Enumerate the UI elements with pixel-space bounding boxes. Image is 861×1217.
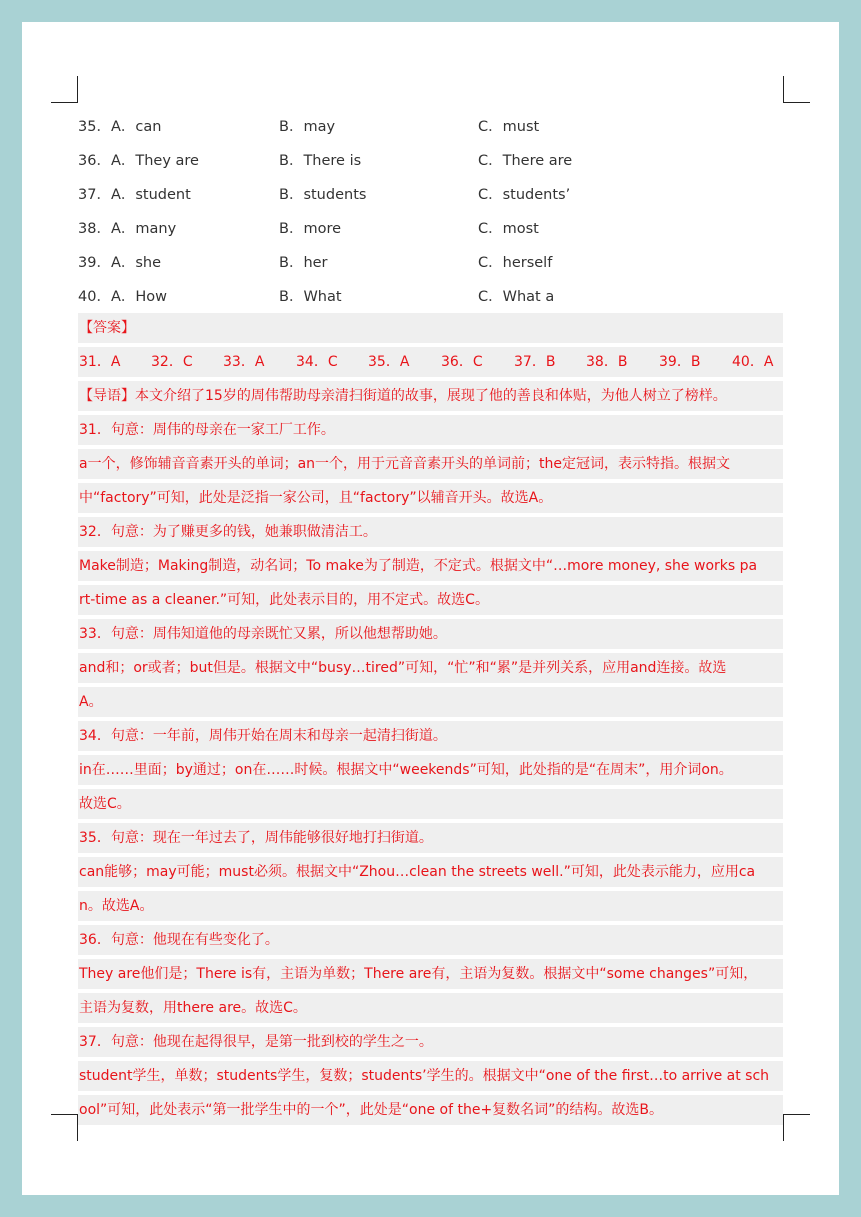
option-b: B．may <box>279 119 336 135</box>
question-options <box>78 110 778 314</box>
option-b: B．What <box>279 289 342 305</box>
crop-mark-bottom-left <box>51 1114 78 1141</box>
option-c: C．There are <box>478 153 573 169</box>
answer-key-item: 33．A <box>223 354 265 370</box>
option-c: C．most <box>478 221 539 237</box>
explanation-line: in在……里面；by通过；on在……时候。根据文中“weekends”可知，此处指的是“在周末”，用介词on。 <box>78 755 783 785</box>
explanation-line: 37．句意：他现在起得很早，是第一批到校的学生之一。 <box>78 1027 783 1057</box>
explanation-line: a一个，修饰辅音音素开头的单词；an一个，用于元音音素开头的单词前；the定冠词，表示特指。根据文 <box>78 449 783 479</box>
option-a: 38．A．many <box>78 221 177 237</box>
explanation-line: 中“factory”可知，此处是泛指一家公司，且“factory”以辅音开头。故选A。 <box>78 483 783 513</box>
document-page <box>22 22 839 1195</box>
crop-mark-bottom-right <box>783 1114 810 1141</box>
explanation-line: A。 <box>78 687 783 717</box>
option-a: 37．A．student <box>78 187 191 203</box>
option-b: B．her <box>279 255 328 271</box>
explanation-line: They are他们是；There is有，主语为单数；There are有，主语为复数。根据文中“some changes”可知， <box>78 959 783 989</box>
explanation-line: 35．句意：现在一年过去了，周伟能够很好地打扫街道。 <box>78 823 783 853</box>
explanation-line: 主语为复数，用there are。故选C。 <box>78 993 783 1023</box>
option-row <box>78 144 778 178</box>
option-a: 39．A．she <box>78 255 162 271</box>
option-row <box>78 246 778 280</box>
explanation-line: rt-time as a cleaner.”可知，此处表示目的，用不定式。故选C。 <box>78 585 783 615</box>
option-a: 35．A．can <box>78 119 162 135</box>
answer-key-item: 39．B <box>659 354 701 370</box>
explanation-line: 故选C。 <box>78 789 783 819</box>
answer-key-item: 34．C <box>296 354 338 370</box>
explanation-line: student学生，单数；students学生，复数；students’学生的。根据文中“one of the first…to arrive at sch <box>78 1061 783 1091</box>
crop-mark-top-left <box>51 76 78 103</box>
answer-key-item: 32．C <box>151 354 193 370</box>
answer-key-item: 37．B <box>514 354 556 370</box>
option-row <box>78 280 778 314</box>
option-row <box>78 178 778 212</box>
option-a: 36．A．They are <box>78 153 199 169</box>
answer-key-item: 35．A <box>368 354 410 370</box>
answer-key-item: 40．A <box>732 354 774 370</box>
option-c: C．must <box>478 119 540 135</box>
option-row <box>78 212 778 246</box>
explanation-line: and和；or或者；but但是。根据文中“busy…tired”可知，“忙”和“累”是并列关系，应用and连接。故选 <box>78 653 783 683</box>
answer-key-row <box>78 347 783 377</box>
explanation-line: 36．句意：他现在有些变化了。 <box>78 925 783 955</box>
answer-key-item: 38．B <box>586 354 628 370</box>
option-a: 40．A．How <box>78 289 168 305</box>
option-b: B．students <box>279 187 367 203</box>
answer-section <box>78 313 783 1129</box>
option-c: C．students’ <box>478 187 571 203</box>
answer-key-item: 31．A <box>79 354 121 370</box>
option-c: C．What a <box>478 289 555 305</box>
answer-heading: 【答案】 <box>78 313 783 343</box>
option-b: B．more <box>279 221 342 237</box>
explanation-line: 33．句意：周伟知道他的母亲既忙又累，所以他想帮助她。 <box>78 619 783 649</box>
answer-key-item: 36．C <box>441 354 483 370</box>
explanation-line: 31．句意：周伟的母亲在一家工厂工作。 <box>78 415 783 445</box>
option-b: B．There is <box>279 153 362 169</box>
option-row <box>78 110 778 144</box>
option-c: C．herself <box>478 255 553 271</box>
explanation-line: 32．句意：为了赚更多的钱，她兼职做清洁工。 <box>78 517 783 547</box>
explanation-line: 34．句意：一年前，周伟开始在周末和母亲一起清扫街道。 <box>78 721 783 751</box>
explanation-line: n。故选A。 <box>78 891 783 921</box>
explanation-line: ool”可知，此处表示“第一批学生中的一个”，此处是“one of the+复数名词”的结构。故选B。 <box>78 1095 783 1125</box>
explanation-line: Make制造；Making制造，动名词；To make为了制造，不定式。根据文中“…more money, she works pa <box>78 551 783 581</box>
explanation-line: can能够；may可能；must必须。根据文中“Zhou…clean the streets well.”可知，此处表示能力，应用ca <box>78 857 783 887</box>
crop-mark-top-right <box>783 76 810 103</box>
lead-in-text: 【导语】本文介绍了15岁的周伟帮助母亲清扫街道的故事，展现了他的善良和体贴，为他人树立了榜样。 <box>78 381 783 411</box>
